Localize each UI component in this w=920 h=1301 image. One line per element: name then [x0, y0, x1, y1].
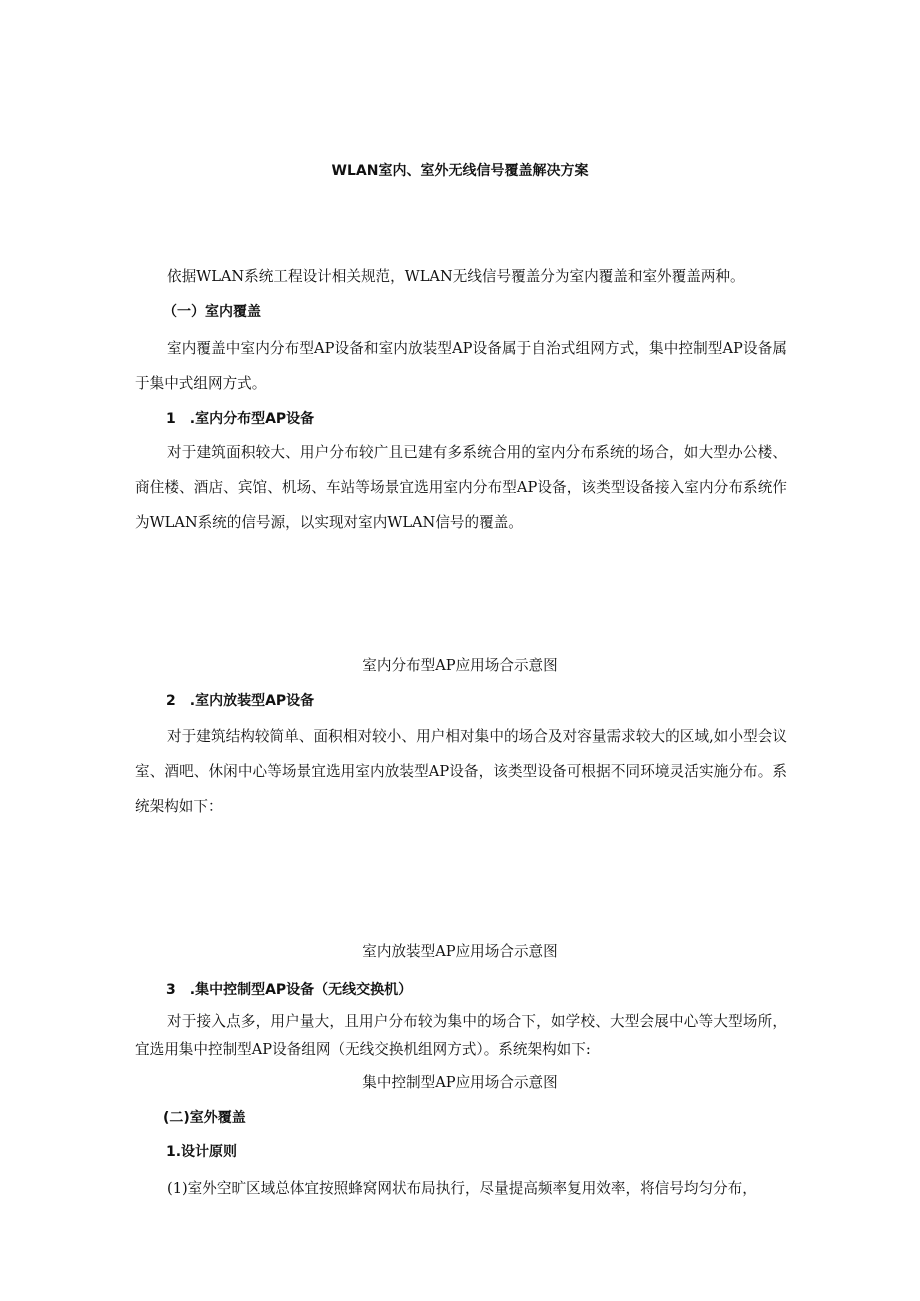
figure-2-caption: 室内放装型AP应用场合示意图 [362, 943, 558, 960]
section-indoor-heading: （一）室内覆盖 [163, 304, 261, 320]
item-2-paragraph: 对于建筑结构较简单、面积相对较小、用户相对集中的场合及对容量需求较大的区域,如小型会议室、酒吧、休闲中心等场景宜选用室内放装型AP设备，该类型设备可根据不同环境灵活实施分布。系统架构如下： [135, 728, 787, 815]
section-indoor-paragraph: 室内覆盖中室内分布型AP设备和室内放装型AP设备属于自治式组网方式，集中控制型AP设备属于集中式组网方式。 [135, 340, 787, 392]
document-title: WLAN室内、室外无线信号覆盖解决方案 [331, 163, 589, 179]
item-3-heading [166, 980, 412, 1000]
item-3-number: 3 [166, 982, 176, 998]
section-outdoor-heading: (二)室外覆盖 [163, 1110, 246, 1126]
item-1-paragraph: 对于建筑面积较大、用户分布较广且已建有多系统合用的室内分布系统的场合，如大型办公楼、商住楼、酒店、宾馆、机场、车站等场景宜选用室内分布型AP设备，该类型设备接入室内分布系统作为WLAN系统的信号源，以实现对室内WLAN信号的覆盖。 [135, 444, 787, 531]
figure-1-caption: 室内分布型AP应用场合示意图 [362, 657, 558, 674]
item-2-heading [166, 691, 314, 711]
figure-3-caption: 集中控制型AP应用场合示意图 [362, 1074, 558, 1091]
design-principle-heading: 1.设计原则 [166, 1144, 238, 1160]
item-1-title: .室内分布型AP设备 [189, 411, 315, 427]
item-2-title: .室内放装型AP设备 [189, 693, 315, 709]
item-1-heading [166, 409, 314, 429]
outdoor-paragraph: (1)室外空旷区域总体宜按照蜂窝网状布局执行，尽量提高频率复用效率，将信号均匀分布， [167, 1180, 757, 1197]
item-3-title: .集中控制型AP设备（无线交换机） [189, 982, 413, 998]
item-1-number: 1 [166, 411, 176, 427]
item-2-number: 2 [166, 693, 176, 709]
item-3-paragraph: 对于接入点多，用户量大，且用户分布较为集中的场合下，如学校、大型会展中心等大型场所，宜选用集中控制型AP设备组网（无线交换机组网方式）。系统架构如下: [135, 1013, 787, 1058]
intro-paragraph: 依据WLAN系统工程设计相关规范，WLAN无线信号覆盖分为室内覆盖和室外覆盖两种。 [167, 268, 745, 285]
